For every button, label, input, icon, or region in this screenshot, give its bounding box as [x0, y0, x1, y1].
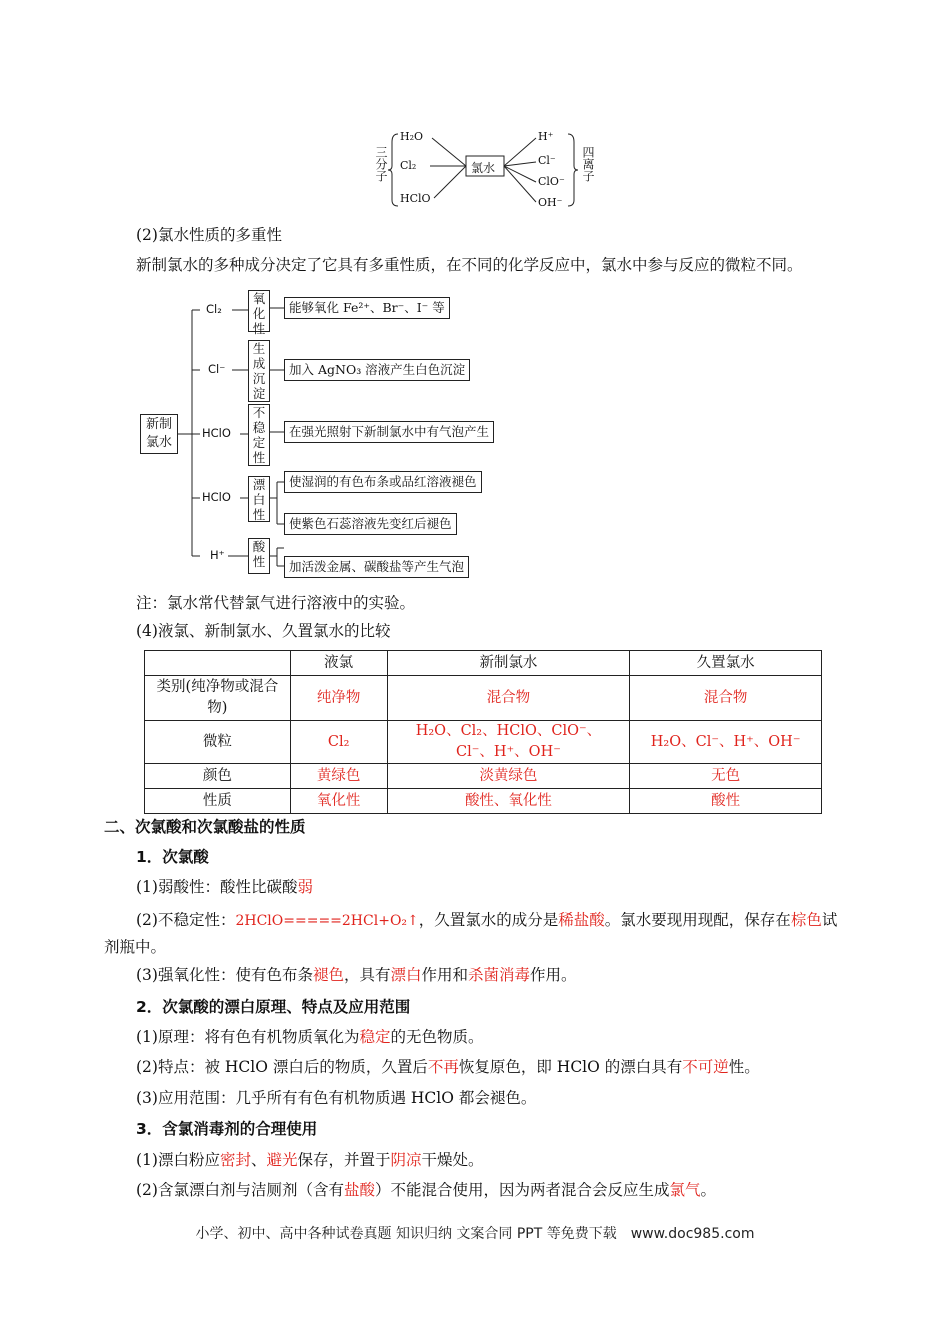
s3-mixing-warning: (2)含氯漂白剂与洁厕剂（含有盐酸）不能混合使用，因为两者混合会反应生成氯气。 — [136, 1181, 717, 1199]
s3-title: 3．含氯消毒剂的合理使用 — [136, 1120, 318, 1138]
s1-title: 1．次氯酸 — [136, 848, 209, 866]
table-cell: H₂O、Cl⁻、H⁺、OH⁻ — [630, 721, 822, 764]
s1-instability: (2)不稳定性：2HClO=====2HCl+O₂↑，久置氯水的成分是稀盐酸。氯水要现用现配，保存在棕色试 — [136, 911, 838, 929]
table-cell: 微粒 — [145, 721, 291, 764]
table-cell: 酸性、氧化性 — [387, 789, 630, 814]
table-cell: 黄绿色 — [290, 764, 387, 789]
particle-cl-ion: Cl⁻ — [208, 362, 226, 376]
table-cell: Cl₂ — [290, 721, 387, 764]
table-row — [145, 789, 822, 814]
s1-weak-acid: (1)弱酸性：酸性比碳酸弱 — [136, 878, 313, 896]
note: 注：氯水常代替氯气进行溶液中的实验。 — [136, 594, 416, 612]
footer-link[interactable]: 小学、初中、高中各种试卷真题 知识归纳 文案合同 PPT 等免费下载 www.doc985.com — [195, 1226, 755, 1242]
s2-feature: (2)特点：被 HClO 漂白后的物质，久置后不再恢复原色，即 HClO 的漂白具有不可逆性。 — [136, 1058, 760, 1076]
section4-title: (4)液氯、新制氯水、久置氯水的比较 — [136, 622, 391, 640]
section2-title: (2)氯水性质的多重性 — [136, 226, 282, 244]
table-cell: 类别(纯净物或混合物) — [145, 676, 291, 721]
property-precipitate: 生成沉淀 — [248, 340, 270, 402]
property-oxidizing: 氧化性 — [248, 290, 270, 332]
chlorine-water-composition-diagram — [370, 128, 600, 212]
section2-intro: 新制氯水的多种成分决定了它具有多重性质，在不同的化学反应中，氯水中参与反应的微粒不同。 — [136, 256, 803, 274]
effect-metal-carbonate-bubbles: 加活泼金属、碳酸盐等产生气泡 — [284, 556, 469, 578]
s1-instability-cont: 剂瓶中。 — [104, 938, 167, 956]
effect-light-bubbles: 在强光照射下新制氯水中有气泡产生 — [284, 421, 494, 443]
table-cell: 混合物 — [630, 676, 822, 721]
table-cell: 性质 — [145, 789, 291, 814]
ion-cl: Cl⁻ — [538, 154, 556, 167]
table-cell: 颜色 — [145, 764, 291, 789]
table-cell: H₂O、Cl₂、HClO、ClO⁻、Cl⁻、H⁺、OH⁻ — [387, 721, 630, 764]
particle-hclo-bleach: HClO — [202, 490, 231, 504]
table-cell: 淡黄绿色 — [387, 764, 630, 789]
property-acidic: 酸性 — [248, 538, 270, 574]
table-header-row — [145, 651, 822, 676]
four-ions-label: 四离子 — [581, 146, 595, 182]
chlorine-water-center: 氯水 — [471, 161, 496, 175]
table-cell: 纯净物 — [290, 676, 387, 721]
table-header-cell: 液氯 — [290, 651, 387, 676]
s2-principle: (1)原理：将有色有机物质氧化为稳定的无色物质。 — [136, 1028, 484, 1046]
effect-fade-cloth: 使湿润的有色布条或品红溶液褪色 — [284, 471, 482, 493]
table-cell: 无色 — [630, 764, 822, 789]
ion-oh: OH⁻ — [538, 196, 563, 209]
s2-scope: (3)应用范围：几乎所有有色有机物质遇 HClO 都会褪色。 — [136, 1089, 537, 1107]
table-header-cell — [145, 651, 291, 676]
ion-clo: ClO⁻ — [538, 175, 565, 188]
part2-title: 二、次氯酸和次氯酸盐的性质 — [104, 818, 306, 836]
comparison-table — [144, 650, 822, 814]
root-fresh-chlorine-water: 新制氯水 — [140, 414, 178, 454]
table-header-cell: 新制氯水 — [387, 651, 630, 676]
table-row — [145, 676, 822, 721]
effect-oxidize-ions: 能够氧化 Fe²⁺、Br⁻、I⁻ 等 — [284, 297, 450, 319]
ion-h: H⁺ — [538, 130, 554, 143]
property-bleaching: 漂白性 — [248, 476, 270, 522]
particle-hclo-instability: HClO — [202, 426, 231, 440]
effect-agno3-precipitate: 加入 AgNO₃ 溶液产生白色沉淀 — [284, 359, 470, 381]
s1-oxidizing: (3)强氧化性：使有色布条褪色，具有漂白作用和杀菌消毒作用。 — [136, 966, 577, 984]
property-instability: 不稳定性 — [248, 404, 270, 466]
fresh-chlorine-water-properties-diagram — [140, 291, 520, 584]
three-molecules-label: 三分子 — [374, 146, 388, 182]
table-row — [145, 721, 822, 764]
s2-title: 2．次氯酸的漂白原理、特点及应用范围 — [136, 998, 411, 1016]
table-cell: 酸性 — [630, 789, 822, 814]
table-header-cell: 久置氯水 — [630, 651, 822, 676]
molecule-h2o: H₂O — [400, 130, 424, 143]
table-row — [145, 764, 822, 789]
particle-cl2: Cl₂ — [206, 302, 222, 316]
particle-h-ion: H⁺ — [210, 548, 225, 562]
molecule-hclo: HClO — [400, 192, 431, 205]
table-cell: 混合物 — [387, 676, 630, 721]
effect-litmus-red-then-fade: 使紫色石蕊溶液先变红后褪色 — [284, 513, 457, 535]
s3-storage: (1)漂白粉应密封、避光保存，并置于阴凉干燥处。 — [136, 1151, 484, 1169]
table-cell: 氧化性 — [290, 789, 387, 814]
molecule-cl2: Cl₂ — [400, 159, 417, 172]
